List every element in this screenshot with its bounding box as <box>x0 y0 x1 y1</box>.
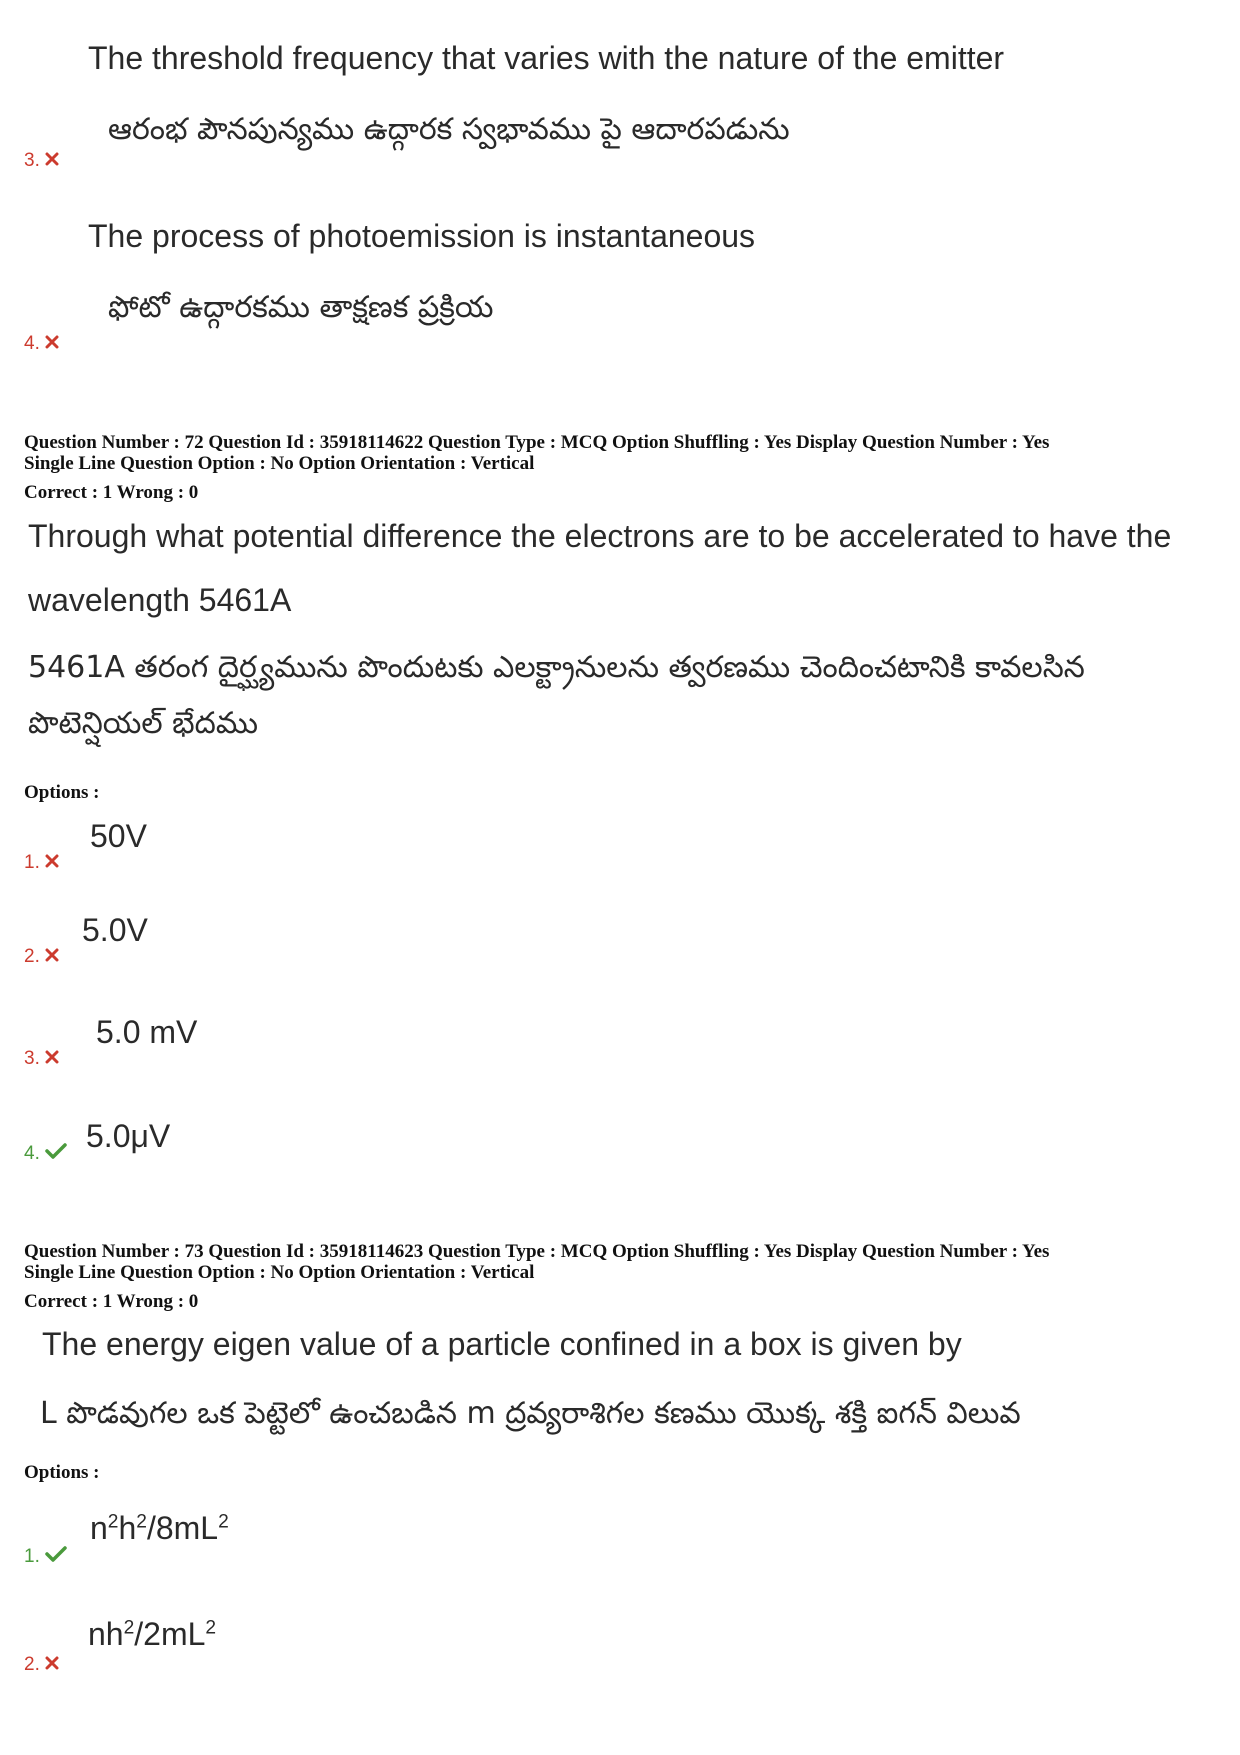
formula-exponent: 2 <box>205 1617 217 1639</box>
prev-option-3 <box>24 150 59 172</box>
q72-meta-line1: Question Number : 72 Question Id : 35918114622 Question Type : MCQ Option Shuffling : Yes Display Question Number : Yes <box>24 432 1050 453</box>
q73-meta-line1: Question Number : 73 Question Id : 35918114623 Question Type : MCQ Option Shuffling : Yes Display Question Number : Yes <box>24 1241 1050 1262</box>
cross-icon <box>45 852 59 874</box>
q72-option-4 <box>24 1143 67 1165</box>
formula-exponent: 2 <box>107 1511 119 1533</box>
q73-options-label: Options : <box>24 1462 100 1483</box>
formula-part: h <box>118 1510 137 1546</box>
option-number: 1. <box>24 852 40 873</box>
q73-option-2 <box>24 1654 59 1676</box>
formula-part: /8mL <box>146 1510 219 1546</box>
q72-meta-line2: Single Line Question Option : No Option Orientation : Vertical <box>24 453 535 474</box>
option-number: 1. <box>24 1546 40 1567</box>
cross-icon <box>45 1654 59 1676</box>
prev-option-4-english: The process of photoemission is instantaneous <box>88 218 756 254</box>
formula-exponent: 2 <box>123 1617 135 1639</box>
q72-option-1-text: 50V <box>90 818 147 854</box>
option-number: 4. <box>24 333 40 354</box>
option-number: 3. <box>24 150 40 171</box>
q72-question-english-line2: wavelength 5461A <box>28 582 292 618</box>
q73-meta-line2: Single Line Question Option : No Option Orientation : Vertical <box>24 1262 535 1283</box>
q73-question-english: The energy eigen value of a particle confined in a box is given by <box>42 1326 962 1362</box>
q72-option-2-text: 5.0V <box>82 912 148 948</box>
q73-marks: Correct : 1 Wrong : 0 <box>24 1291 199 1312</box>
prev-option-3-telugu: ఆరంభ పౌనపున్యము ఉద్గారక స్వభావము పై ఆదారపడును <box>108 112 790 147</box>
option-number: 2. <box>24 946 40 967</box>
option-number: 3. <box>24 1048 40 1069</box>
q73-option-1 <box>24 1546 67 1568</box>
cross-icon <box>45 1048 59 1070</box>
q73-option-1-text <box>90 1510 229 1547</box>
q72-option-1 <box>24 852 59 874</box>
q72-question-telugu-line2: పొటెన్షియల్ భేదము <box>28 706 258 741</box>
formula-part: /2mL <box>134 1616 206 1652</box>
q72-option-2 <box>24 946 59 968</box>
q72-option-4-text: 5.0μV <box>86 1118 171 1154</box>
q72-options-label: Options : <box>24 782 100 803</box>
q73-question-telugu: L పొడవుగల ఒక పెట్టెలో ఉంచబడిన m ద్రవ్యరాశిగల కణము యొక్క శక్తి ఐగన్ విలువ <box>40 1396 1021 1431</box>
prev-option-4-telugu: ఫోటో ఉద్గారకము తాక్షణక ప్రక్రియ <box>108 290 494 325</box>
formula-exponent: 2 <box>136 1511 147 1533</box>
q72-question-english-line1: Through what potential difference the electrons are to be accelerated to have the <box>28 518 1172 554</box>
formula-part: nh <box>88 1616 124 1652</box>
q72-option-3-text: 5.0 mV <box>96 1014 198 1050</box>
q72-question-telugu-line1: 5461A తరంగ దైర్ఘ్యమును పొందుటకు ఎలక్ట్రానులను త్వరణము చెందించటానికి కావలసిన <box>28 650 1085 685</box>
cross-icon <box>45 946 59 968</box>
check-icon <box>45 1143 67 1165</box>
formula-exponent: 2 <box>218 1511 229 1533</box>
option-number: 2. <box>24 1654 40 1675</box>
prev-option-4 <box>24 333 59 355</box>
cross-icon <box>45 333 59 355</box>
q73-option-2-text <box>88 1616 216 1653</box>
q72-marks: Correct : 1 Wrong : 0 <box>24 482 199 503</box>
q72-option-3 <box>24 1048 59 1070</box>
prev-option-3-english: The threshold frequency that varies with the nature of the emitter <box>88 40 1005 76</box>
option-number: 4. <box>24 1143 40 1164</box>
formula-part: n <box>90 1510 108 1546</box>
check-icon <box>45 1546 67 1568</box>
cross-icon <box>45 150 59 172</box>
